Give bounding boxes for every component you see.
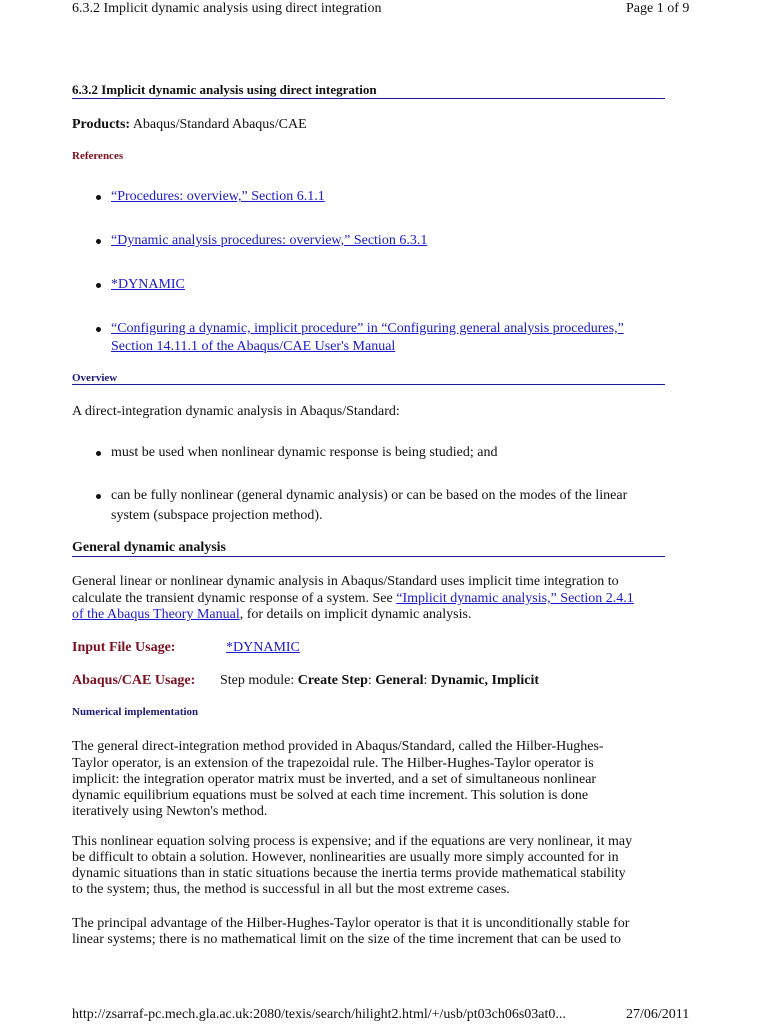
numerical-p3-line: The principal advantage of the Hilber-Hughes-Taylor operator is that it is unconditionally stable for xyxy=(72,916,630,931)
numerical-p2-line: to the system; thus, the method is successful in all but the most extreme cases. xyxy=(72,882,510,897)
numerical-p1-line: iteratively using Newton's method. xyxy=(72,804,268,819)
general-para-line xyxy=(72,590,634,607)
overview-intro: A direct-integration dynamic analysis in Abaqus/Standard: xyxy=(72,404,400,419)
general-dynamic-heading: General dynamic analysis xyxy=(72,540,227,555)
link-implicit-dynamic-analysis[interactable]: “Implicit dynamic analysis,” Section 2.4.1 xyxy=(396,591,634,606)
link-configuring-dynamic-implicit-cont[interactable]: Section 14.11.1 of the Abaqus/CAE User's Manual xyxy=(111,339,396,354)
bullet-icon xyxy=(96,494,101,499)
general-para-line: General linear or nonlinear dynamic analysis in Abaqus/Standard uses implicit time integration to xyxy=(72,574,619,589)
cae-usage-path xyxy=(220,672,539,689)
bullet-icon xyxy=(96,239,101,244)
bullet-icon xyxy=(96,195,101,200)
document-title: 6.3.2 Implicit dynamic analysis using direct integration xyxy=(72,82,377,97)
print-header-page-number: Page 1 of 9 xyxy=(626,1,690,16)
cae-separator: : xyxy=(367,673,376,688)
numerical-p1-line: implicit: the integration operator matrix must be inverted, and a set of simultaneous nonlinear xyxy=(72,772,597,787)
print-footer-url: http://zsarraf-pc.mech.gla.ac.uk:2080/texis/search/hilight2.html/+/usb/pt03ch06s03at0... xyxy=(72,1007,566,1022)
overview-divider xyxy=(72,384,665,385)
link-procedures-overview[interactable]: “Procedures: overview,” Section 6.1.1 xyxy=(111,189,325,204)
cae-prefix: Step module: xyxy=(220,673,298,688)
input-file-usage-label: Input File Usage: xyxy=(72,640,176,655)
numerical-p1-line: dynamic equilibrium equations must be solved at each time increment. This solution is done xyxy=(72,788,589,803)
general-divider xyxy=(72,556,665,557)
numerical-p3-line: linear systems; there is no mathematical limit on the size of the time increment that can be used to xyxy=(72,932,621,947)
products-label: Products: xyxy=(72,117,131,132)
link-configuring-dynamic-implicit[interactable]: “Configuring a dynamic, implicit procedure” in “Configuring general analysis procedures,” xyxy=(111,321,624,336)
cae-usage-label: Abaqus/CAE Usage: xyxy=(72,673,196,688)
title-divider xyxy=(72,98,665,99)
numerical-p2-line: This nonlinear equation solving process is expensive; and if the equations are very nonlinear, it may xyxy=(72,834,633,849)
overview-item: must be used when nonlinear dynamic response is being studied; and xyxy=(111,445,498,460)
cae-separator: : xyxy=(423,673,431,688)
general-para-text: calculate the transient dynamic response of a system. See xyxy=(72,591,397,606)
bullet-icon xyxy=(96,327,101,332)
products-value: Abaqus/Standard Abaqus/CAE xyxy=(132,117,307,132)
bullet-icon xyxy=(96,283,101,288)
overview-item: can be fully nonlinear (general dynamic analysis) or can be based on the modes of the linear xyxy=(111,488,628,503)
link-dynamic-input-usage[interactable]: *DYNAMIC xyxy=(226,640,300,655)
link-dynamic-analysis-procedures[interactable]: “Dynamic analysis procedures: overview,” Section 6.3.1 xyxy=(111,233,428,248)
link-abaqus-theory-manual[interactable]: of the Abaqus Theory Manual xyxy=(72,607,240,622)
print-footer-date: 27/06/2011 xyxy=(626,1007,690,1022)
cae-general: General xyxy=(375,673,424,688)
print-header-title: 6.3.2 Implicit dynamic analysis using direct integration xyxy=(72,1,382,16)
overview-item-cont: system (subspace projection method). xyxy=(111,508,323,523)
cae-dynamic-implicit: Dynamic, Implicit xyxy=(430,673,539,688)
cae-create-step: Create Step xyxy=(297,673,368,688)
numerical-p1-line: The general direct-integration method provided in Abaqus/Standard, called the Hilber-Hughes- xyxy=(72,739,604,754)
overview-heading: Overview xyxy=(72,372,118,384)
link-dynamic-keyword[interactable]: *DYNAMIC xyxy=(111,277,185,292)
general-para-line xyxy=(72,606,471,623)
numerical-implementation-heading: Numerical implementation xyxy=(72,706,199,718)
numerical-p2-line: dynamic situations than in static situations because the inertia terms provide mathematical stability xyxy=(72,866,626,881)
general-para-text: , for details on implicit dynamic analysis. xyxy=(239,607,472,622)
numerical-p2-line: be difficult to obtain a solution. However, nonlinearities are usually more simply accounted for in xyxy=(72,850,619,865)
references-heading: References xyxy=(72,150,124,162)
products-line xyxy=(72,116,307,133)
bullet-icon xyxy=(96,451,101,456)
numerical-p1-line: Taylor operator, is an extension of the trapezoidal rule. The Hilber-Hughes-Taylor operator is xyxy=(72,756,594,771)
